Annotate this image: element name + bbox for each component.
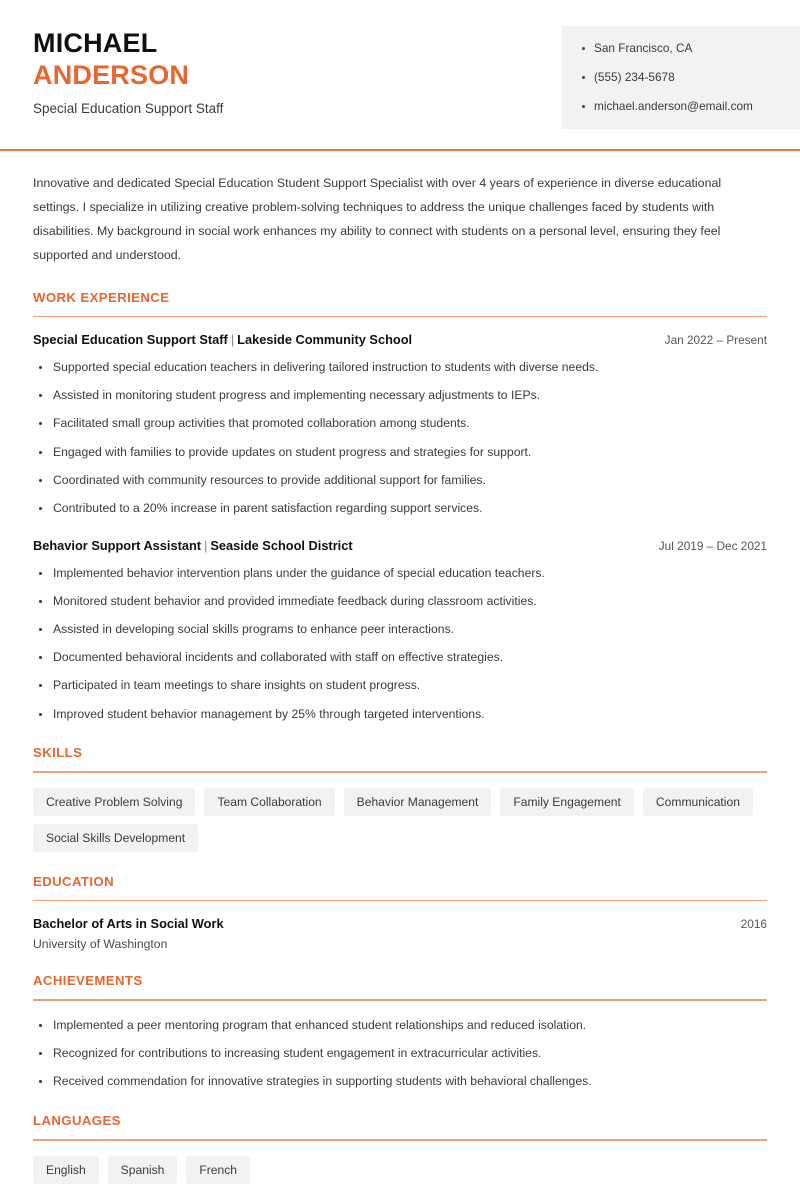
section-title-skills: SKILLS	[33, 745, 83, 761]
contact-item-phone: (555) 234-5678	[580, 70, 782, 86]
experience-role: Special Education Support Staff	[33, 332, 228, 348]
bullet-item: Contributed to a 20% increase in parent satisfaction regarding support services.	[33, 500, 767, 518]
contact-item-email[interactable]: michael.anderson@email.com	[580, 99, 782, 115]
skill-tag: Family Engagement	[500, 788, 634, 816]
skill-tag: Team Collaboration	[204, 788, 334, 816]
bullet-item: Received commendation for innovative strategies in supporting students with behavioral challenges.	[33, 1073, 767, 1091]
title-separator: |	[230, 332, 235, 348]
section-skills	[33, 745, 767, 852]
bullet-item: Coordinated with community resources to provide additional support for families.	[33, 472, 767, 490]
first-name: MICHAEL	[33, 28, 158, 58]
section-divider	[33, 1139, 767, 1141]
education-degree: Bachelor of Arts in Social Work	[33, 916, 224, 932]
section-title-languages: LANGUAGES	[33, 1113, 121, 1129]
section-title-work-experience: WORK EXPERIENCE	[33, 289, 170, 305]
contact-info-box	[562, 26, 800, 129]
section-divider	[33, 999, 767, 1001]
language-tag: Spanish	[108, 1156, 178, 1184]
section-languages	[33, 1113, 767, 1184]
bullet-item: Assisted in monitoring student progress and implementing necessary adjustments to IEPs.	[33, 387, 767, 405]
section-divider	[33, 316, 767, 318]
bullet-item: Assisted in developing social skills programs to enhance peer interactions.	[33, 621, 767, 639]
section-education	[33, 874, 767, 952]
skill-tag: Creative Problem Solving	[33, 788, 195, 816]
experience-bullet-list	[33, 565, 767, 724]
experience-organization: Seaside School District	[210, 537, 353, 553]
bullet-item: Implemented a peer mentoring program that enhanced student relationships and reduced isolation.	[33, 1017, 767, 1035]
header-divider	[0, 149, 800, 151]
experience-entry	[33, 332, 767, 518]
experience-date: Jan 2022 – Present	[664, 333, 767, 348]
headline-job-title: Special Education Support Staff	[33, 100, 224, 116]
skill-tag: Social Skills Development	[33, 824, 198, 852]
section-divider	[33, 771, 767, 773]
bullet-item: Recognized for contributions to increasing student engagement in extracurricular activities.	[33, 1045, 767, 1063]
resume-header	[0, 0, 800, 129]
experience-organization: Lakeside Community School	[237, 332, 413, 348]
language-tag-list	[33, 1156, 767, 1184]
experience-title	[33, 538, 353, 553]
education-school: University of Washington	[33, 937, 168, 952]
section-achievements	[33, 973, 767, 1091]
section-divider	[33, 900, 767, 902]
experience-date: Jul 2019 – Dec 2021	[658, 538, 767, 553]
identity-block	[33, 26, 223, 116]
last-name: ANDERSON	[33, 59, 190, 90]
bullet-item: Supported special education teachers in delivering tailored instruction to students with diverse needs.	[33, 359, 767, 377]
skill-tag-list	[33, 788, 767, 852]
section-title-achievements: ACHIEVEMENTS	[33, 973, 143, 989]
bullet-item: Participated in team meetings to share insights on student progress.	[33, 677, 767, 695]
professional-summary: Innovative and dedicated Special Education Student Support Specialist with over 4 years of experience in diverse educational settings. I specialize in utilizing creative problem-solving techniques to address the unique challenges faced by students with disabilities. My background in social work enhances my ability to connect with students on a personal level, ensuring they feel supported and understood.	[33, 175, 722, 263]
experience-bullet-list	[33, 359, 767, 518]
bullet-item: Facilitated small group activities that promoted collaboration among students.	[33, 415, 767, 433]
experience-entry	[33, 538, 767, 724]
experience-role: Behavior Support Assistant	[33, 537, 202, 553]
education-entry	[33, 916, 767, 951]
section-title-education: EDUCATION	[33, 873, 115, 889]
skill-tag: Behavior Management	[344, 788, 492, 816]
education-year: 2016	[740, 917, 767, 932]
skill-tag: Communication	[643, 788, 753, 816]
contact-list	[580, 41, 782, 115]
contact-item-location: San Francisco, CA	[580, 41, 782, 57]
resume-content	[0, 171, 800, 1184]
title-separator: |	[204, 537, 208, 553]
language-tag: English	[33, 1156, 99, 1184]
section-work-experience	[33, 290, 767, 724]
bullet-item: Implemented behavior intervention plans under the guidance of special education teachers.	[33, 565, 767, 583]
bullet-item: Documented behavioral incidents and collaborated with staff on effective strategies.	[33, 649, 767, 667]
bullet-item: Monitored student behavior and provided immediate feedback during classroom activities.	[33, 593, 767, 611]
bullet-item: Engaged with families to provide updates on student progress and strategies for support.	[33, 444, 767, 462]
achievement-list	[33, 1017, 767, 1091]
bullet-item: Improved student behavior management by 25% through targeted interventions.	[33, 706, 767, 724]
language-tag: French	[186, 1156, 250, 1184]
experience-title	[33, 332, 412, 347]
